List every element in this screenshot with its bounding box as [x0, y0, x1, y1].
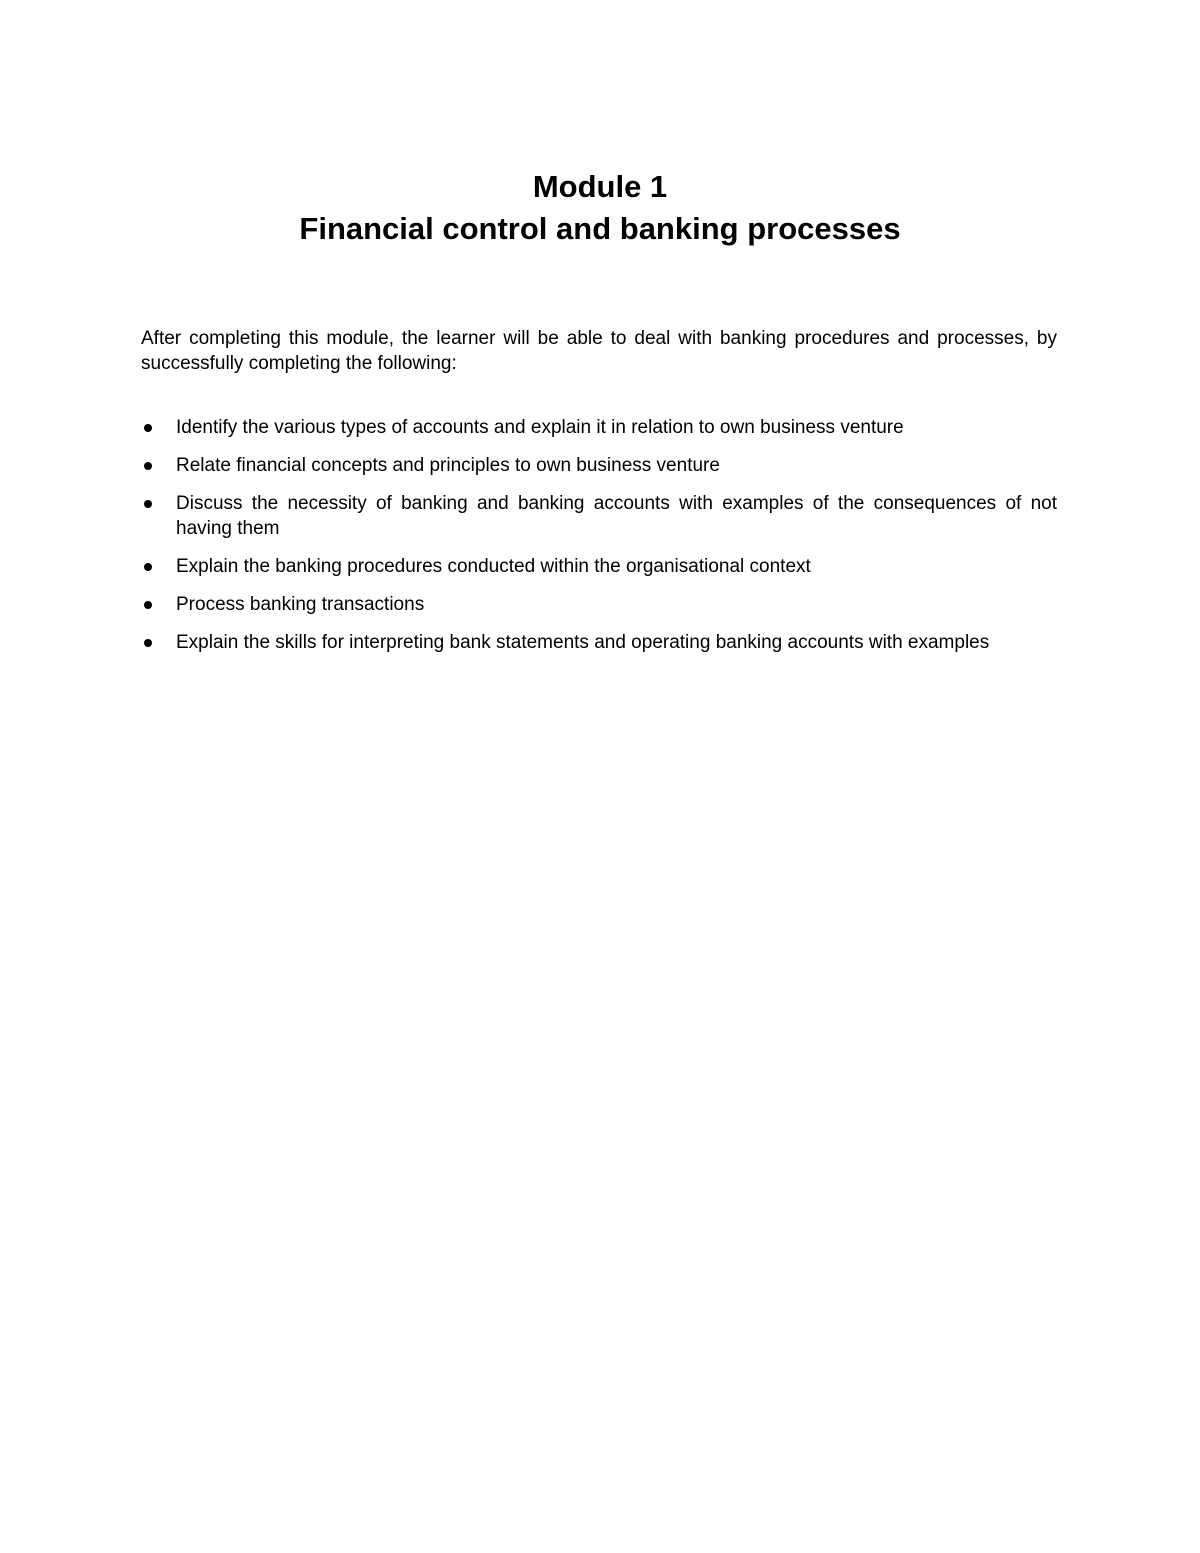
objective-text: Explain the banking procedures conducted within the organisational context [176, 556, 811, 577]
bullet-icon [144, 639, 152, 647]
list-item [141, 592, 1057, 617]
page-title [0, 166, 1200, 250]
bullet-icon [144, 500, 152, 508]
bullet-icon [144, 424, 152, 432]
objective-text: Discuss the necessity of banking and banking accounts with examples of the consequences of not having them [176, 493, 1057, 539]
objective-text: Explain the skills for interpreting bank statements and operating banking accounts with examples [176, 632, 990, 653]
objective-text: Identify the various types of accounts and explain it in relation to own business venture [176, 417, 904, 438]
list-item [141, 415, 1057, 440]
module-title: Financial control and banking processes [299, 211, 901, 246]
objective-text: Process banking transactions [176, 594, 425, 615]
bullet-icon [144, 462, 152, 470]
list-item [141, 453, 1057, 478]
objectives-list [141, 415, 1057, 668]
bullet-icon [144, 601, 152, 609]
intro-paragraph: After completing this module, the learner will be able to deal with banking procedures and processes, by successfully completing the following: [141, 328, 1057, 374]
list-item [141, 491, 1057, 541]
objective-text: Relate financial concepts and principles to own business venture [176, 455, 720, 476]
bullet-icon [144, 563, 152, 571]
list-item [141, 554, 1057, 579]
list-item [141, 630, 1057, 655]
module-label: Module 1 [532, 169, 668, 204]
